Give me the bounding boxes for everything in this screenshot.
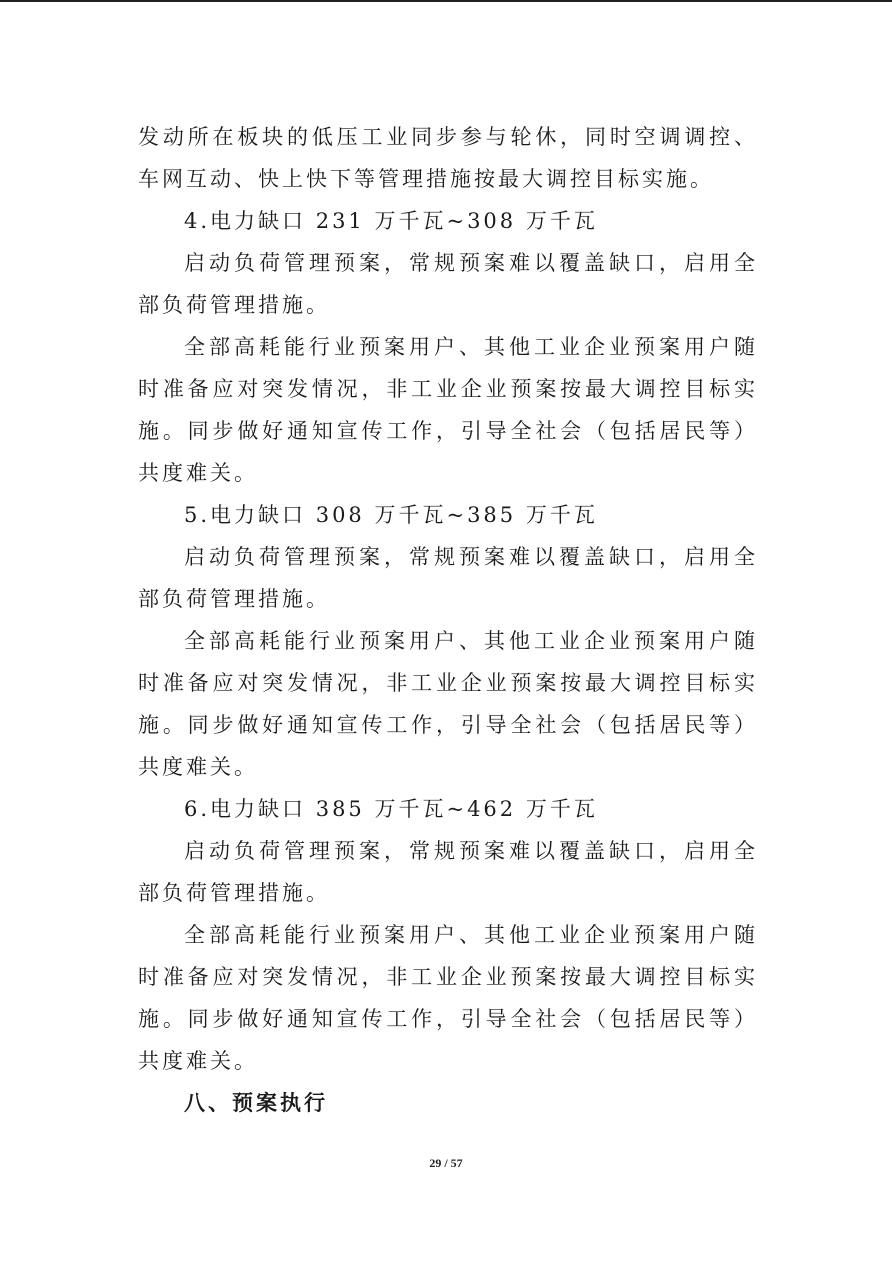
item-5-title: 5.电力缺口 308 万千瓦~385 万千瓦 [184, 503, 598, 527]
item-6-paragraph-2: 全部高耗能行业预案用户、其他工业企业预案用户随时准备应对突发情况，非工业企业预案按最大调控目标实施。同步做好通知宣传工作，引导全社会（包括居民等）共度难关。 [138, 923, 758, 1073]
page-top-border [0, 0, 892, 2]
item-6-paragraph-1: 启动负荷管理预案，常规预案难以覆盖缺口，启用全部负荷管理措施。 [138, 839, 758, 905]
item-5-paragraph-1: 启动负荷管理预案，常规预案难以覆盖缺口，启用全部负荷管理措施。 [138, 545, 758, 611]
section-heading: 八、预案执行 [184, 1091, 328, 1115]
page-number: 29 / 57 [429, 1156, 463, 1170]
document-body [138, 116, 758, 1124]
item-6-title: 6.电力缺口 385 万千瓦~462 万千瓦 [184, 797, 598, 821]
paragraph-continuation: 发动所在板块的低压工业同步参与轮休，同时空调调控、车网互动、快上快下等管理措施按最大调控目标实施。 [138, 125, 758, 191]
item-4-paragraph-2: 全部高耗能行业预案用户、其他工业企业预案用户随时准备应对突发情况，非工业企业预案按最大调控目标实施。同步做好通知宣传工作，引导全社会（包括居民等）共度难关。 [138, 335, 758, 485]
item-4-title: 4.电力缺口 231 万千瓦~308 万千瓦 [184, 209, 598, 233]
item-4-paragraph-1: 启动负荷管理预案，常规预案难以覆盖缺口，启用全部负荷管理措施。 [138, 251, 758, 317]
item-5-paragraph-2: 全部高耗能行业预案用户、其他工业企业预案用户随时准备应对突发情况，非工业企业预案按最大调控目标实施。同步做好通知宣传工作，引导全社会（包括居民等）共度难关。 [138, 629, 758, 779]
